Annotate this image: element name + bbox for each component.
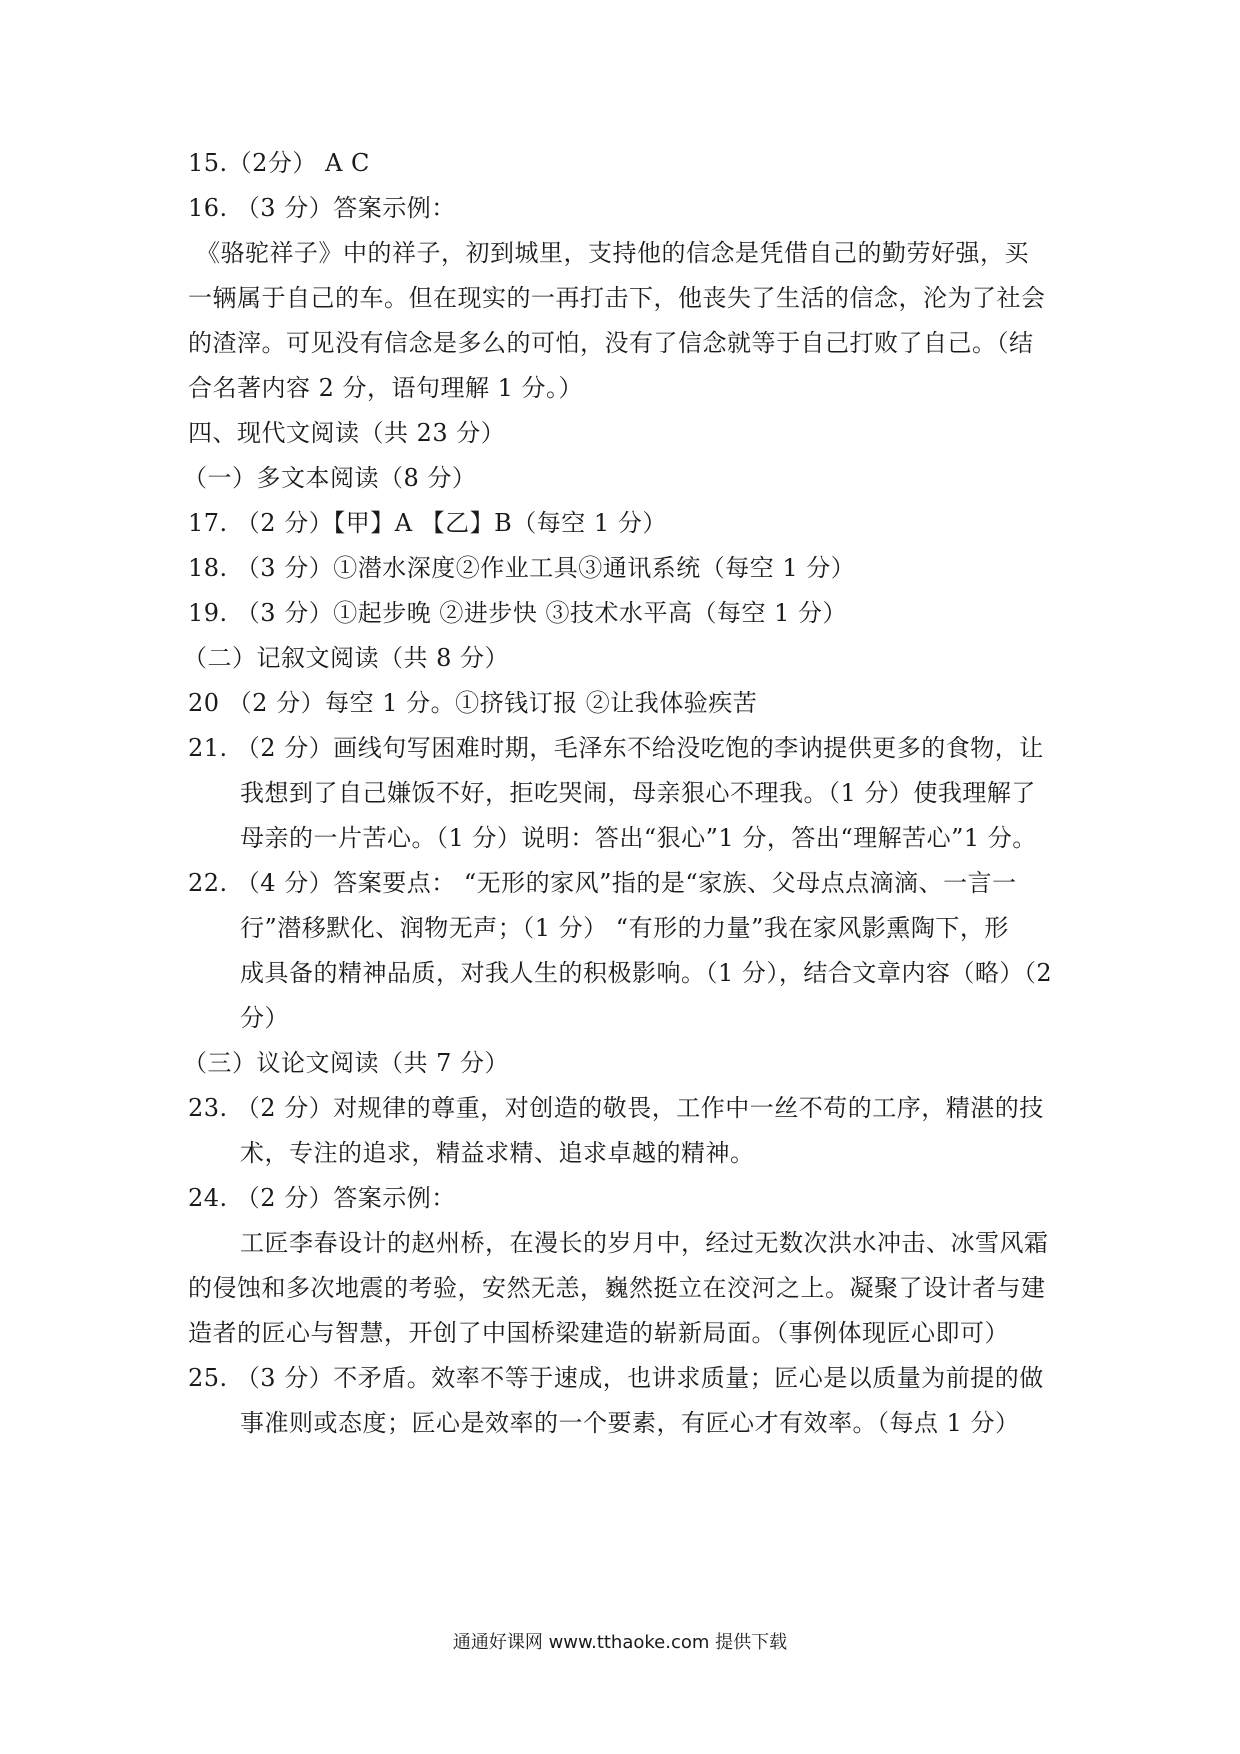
subsection-heading: （一）多文本阅读（8 分） <box>183 464 477 492</box>
answer-line: 19. （3 分）①起步晚 ②进步快 ③技术水平高（每空 1 分） <box>188 599 847 627</box>
answer-line: 造者的匠心与智慧，开创了中国桥梁建造的崭新局面。（事例体现匠心即可） <box>188 1319 1009 1347</box>
answer-line: 24. （2 分）答案示例： <box>188 1184 456 1212</box>
answer-line: 母亲的一片苦心。（1 分）说明：答出“狠心”1 分，答出“理解苦心”1 分。 <box>240 824 1037 852</box>
section-heading: 四、现代文阅读（共 23 分） <box>188 419 506 447</box>
answer-line: 23. （2 分）对规律的尊重，对创造的敬畏，工作中一丝不苟的工序，精湛的技 <box>188 1094 1044 1122</box>
answer-line: 分） <box>240 1004 289 1032</box>
answer-line: 工匠李春设计的赵州桥，在漫长的岁月中，经过无数次洪水冲击、冰雪风霜 <box>240 1229 1049 1257</box>
answer-line: 我想到了自己嫌饭不好，拒吃哭闹，母亲狠心不理我。（1 分）使我理解了 <box>240 779 1036 807</box>
answer-line: 18. （3 分）①潜水深度②作业工具③通讯系统（每空 1 分） <box>188 554 856 582</box>
answer-line: 的侵蚀和多次地震的考验，安然无恙，巍然挺立在洨河之上。凝聚了设计者与建 <box>188 1274 1046 1302</box>
answer-line: 行”潜移默化、润物无声；（1 分） “有形的力量”我在家风影熏陶下，形 <box>240 914 1009 942</box>
answer-line: 21. （2 分）画线句写困难时期，毛泽东不给没吃饱的李讷提供更多的食物，让 <box>188 734 1044 762</box>
answer-line: 20 （2 分）每空 1 分。①挤钱订报 ②让我体验疾苦 <box>188 689 758 717</box>
answer-line: 22. （4 分）答案要点： “无形的家风”指的是“家族、父母点点滴滴、一言一 <box>188 869 1017 897</box>
answer-line: 15.（2分） A C <box>188 149 370 177</box>
answer-line: 一辆属于自己的车。但在现实的一再打击下，他丧失了生活的信念，沦为了社会 <box>188 284 1046 312</box>
subsection-heading: （三）议论文阅读（共 7 分） <box>183 1049 510 1077</box>
answer-line: 16. （3 分）答案示例： <box>188 194 456 222</box>
answer-line: 17. （2 分）【甲】A 【乙】B（每空 1 分） <box>188 509 667 537</box>
answer-line: 术，专注的追求，精益求精、追求卓越的精神。 <box>240 1139 755 1167</box>
answer-line: 《骆驼祥子》中的祥子，初到城里，支持他的信念是凭借自己的勤劳好强，买 <box>196 239 1029 267</box>
answer-line: 成具备的精神品质，对我人生的积极影响。（1 分），结合文章内容（略）（2 <box>240 959 1053 987</box>
subsection-heading: （二）记叙文阅读（共 8 分） <box>183 644 510 672</box>
footer-watermark: 通通好课网 www.tthaoke.com 提供下载 <box>452 1632 788 1653</box>
answer-line: 合名著内容 2 分，语句理解 1 分。） <box>188 374 584 402</box>
answer-line: 25. （3 分）不矛盾。效率不等于速成，也讲求质量；匠心是以质量为前提的做 <box>188 1364 1044 1392</box>
answer-line: 事准则或态度；匠心是效率的一个要素，有匠心才有效率。（每点 1 分） <box>240 1409 1020 1437</box>
answer-line: 的渣滓。可见没有信念是多么的可怕，没有了信念就等于自己打败了自己。（结 <box>188 329 1034 357</box>
